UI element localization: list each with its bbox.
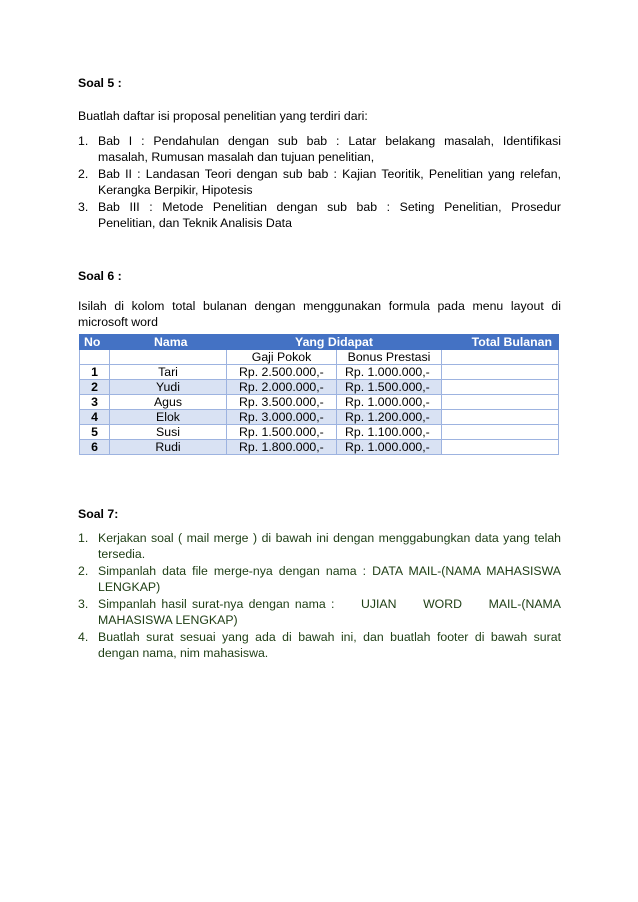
cell-nama: Yudi (110, 379, 227, 394)
cell-no: 6 (80, 439, 110, 454)
cell-no: 5 (80, 424, 110, 439)
cell-no: 1 (80, 364, 110, 379)
list-item-text: Buatlah surat sesuai yang ada di bawah ini, dan buatlah footer di bawah surat (98, 629, 561, 644)
cell-nama: Susi (110, 424, 227, 439)
list-item-text: dengan nama, nim mahasiswa. (98, 646, 269, 660)
cell-total[interactable] (442, 394, 559, 409)
subheader-blank (80, 349, 110, 364)
list-item (78, 166, 561, 199)
cell-nama: Tari (110, 364, 227, 379)
table-row (80, 439, 559, 454)
soal5-list (78, 133, 561, 232)
list-item (78, 133, 561, 166)
cell-total[interactable] (442, 409, 559, 424)
soal6-intro-line2: microsoft word (78, 315, 158, 329)
soal6-intro-line1: Isilah di kolom total bulanan dengan menggunakan formula pada menu layout di (78, 298, 561, 313)
list-number: 3. (78, 596, 89, 611)
cell-total[interactable] (442, 424, 559, 439)
list-number: 4. (78, 629, 89, 644)
cell-gaji: Rp. 3.000.000,- (227, 409, 337, 424)
column-header-yang-didapat: Yang Didapat (227, 334, 442, 349)
subheader-blank (442, 349, 559, 364)
list-item-text: MAHASISWA LENGKAP) (98, 613, 238, 627)
soal7-list (78, 530, 561, 662)
cell-bonus: Rp. 1.200.000,- (337, 409, 442, 424)
cell-gaji: Rp. 2.000.000,- (227, 379, 337, 394)
column-header-nama: Nama (110, 334, 227, 349)
soal7-heading: Soal 7: (78, 506, 119, 521)
list-item (78, 629, 561, 662)
cell-no: 2 (80, 379, 110, 394)
list-number: 1. (78, 133, 89, 148)
list-item-text: Penelitian, dan Teknik Analisis Data (98, 216, 292, 230)
subheader-blank (110, 349, 227, 364)
cell-bonus: Rp. 1.000.000,- (337, 364, 442, 379)
list-item (78, 563, 561, 596)
cell-gaji: Rp. 1.800.000,- (227, 439, 337, 454)
salary-table (79, 334, 559, 455)
cell-gaji: Rp. 2.500.000,- (227, 364, 337, 379)
list-number: 1. (78, 530, 89, 545)
cell-gaji: Rp. 3.500.000,- (227, 394, 337, 409)
table-row (80, 364, 559, 379)
table-row (80, 409, 559, 424)
list-item (78, 530, 561, 563)
column-header-no: No (80, 334, 110, 349)
column-header-total-bulanan: Total Bulanan (442, 334, 559, 349)
cell-nama: Elok (110, 409, 227, 424)
cell-gaji: Rp. 1.500.000,- (227, 424, 337, 439)
list-item-text: Bab III : Metode Penelitian dengan sub bab : Seting Penelitian, Prosedur (98, 199, 561, 214)
list-number: 3. (78, 199, 89, 214)
cell-bonus: Rp. 1.000.000,- (337, 394, 442, 409)
list-item-text: masalah, Rumusan masalah dan tujuan penelitian, (98, 150, 375, 164)
cell-no: 3 (80, 394, 110, 409)
cell-total[interactable] (442, 379, 559, 394)
cell-total[interactable] (442, 439, 559, 454)
cell-bonus: Rp. 1.000.000,- (337, 439, 442, 454)
column-header-bonus-prestasi: Bonus Prestasi (337, 349, 442, 364)
list-number: 2. (78, 166, 89, 181)
column-header-gaji-pokok: Gaji Pokok (227, 349, 337, 364)
cell-bonus: Rp. 1.100.000,- (337, 424, 442, 439)
table-row (80, 379, 559, 394)
soal5-intro: Buatlah daftar isi proposal penelitian yang terdiri dari: (78, 109, 368, 123)
list-item-text: Bab I : Pendahulan dengan sub bab : Latar belakang masalah, Identifikasi (98, 133, 561, 148)
list-item (78, 199, 561, 232)
document-page (78, 66, 561, 662)
cell-no: 4 (80, 409, 110, 424)
soal6-heading: Soal 6 : (78, 268, 122, 283)
list-item (78, 596, 561, 629)
list-item-text: tersedia. (98, 547, 146, 561)
cell-nama: Rudi (110, 439, 227, 454)
table-row (80, 394, 559, 409)
list-item-text: Simpanlah hasil surat-nya dengan nama : UJIAN WORD MAIL-(NAMA (98, 596, 561, 611)
list-number: 2. (78, 563, 89, 578)
list-item-text: Bab II : Landasan Teori dengan sub bab : Kajian Teoritik, Penelitian yang relefan, (98, 166, 561, 181)
list-item-text: LENGKAP) (98, 580, 161, 594)
list-item-text: Kerjakan soal ( mail merge ) di bawah ini dengan menggabungkan data yang telah (98, 530, 561, 545)
cell-nama: Agus (110, 394, 227, 409)
list-item-text: Kerangka Berpikir, Hipotesis (98, 183, 253, 197)
cell-bonus: Rp. 1.500.000,- (337, 379, 442, 394)
soal5-heading: Soal 5 : (78, 76, 122, 90)
table-row (80, 424, 559, 439)
list-item-text: Simpanlah data file merge-nya dengan nama : DATA MAIL-(NAMA MAHASISWA (98, 563, 561, 578)
cell-total[interactable] (442, 364, 559, 379)
